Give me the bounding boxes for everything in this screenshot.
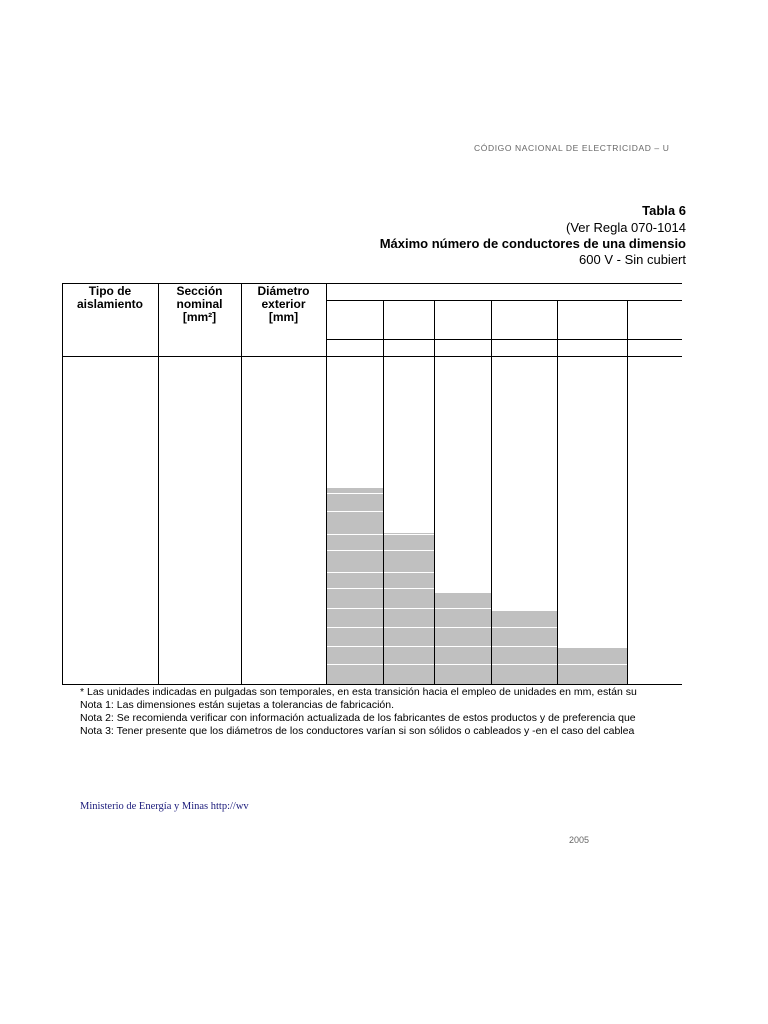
table-subheading: 600 V - Sin cubiert [579,252,686,267]
shaded-unavailable-cell [492,611,557,684]
shaded-row-divider [327,608,383,609]
shaded-row-divider [435,627,491,628]
table-border-top [62,283,682,284]
shaded-row-divider [384,572,434,573]
shaded-row-divider [492,646,557,647]
shaded-row-divider [384,627,434,628]
tube-column-divider [383,300,384,685]
shaded-row-divider [435,608,491,609]
shaded-row-divider [327,550,383,551]
tube-column-divider [434,300,435,685]
page-header-title: CÓDIGO NACIONAL DE ELECTRICIDAD – U [474,143,670,153]
note-3: Nota 3: Tener presente que los diámetros de los conductores varían si son sólidos o cableados y -en el caso del cablea [80,725,635,737]
table-border-bottom [62,684,682,685]
shaded-row-divider [384,534,434,535]
note-2: Nota 2: Se recomienda verificar con información actualizada de los fabricantes de estos productos y de preferencia que [80,712,636,724]
note-1: Nota 1: Las dimensiones están sujetas a tolerancias de fabricación. [80,699,395,711]
column-header-seccion: Sección nominal [mm²] [176,284,223,324]
shaded-row-divider [327,572,383,573]
shaded-unavailable-cell [435,593,491,684]
shaded-row-divider [435,664,491,665]
table-title: Tabla 6 [642,203,686,218]
shaded-row-divider [327,627,383,628]
note-asterisk: * Las unidades indicadas en pulgadas son temporales, en esta transición hacia el empleo de unidades en mm, están su [80,686,637,698]
column-header-diametro: Diámetro exterior [mm] [257,284,310,324]
table-column-divider [158,283,159,685]
table-border-left [62,283,63,685]
table-rule-reference: (Ver Regla 070-1014 [566,220,686,235]
inch-row-divider [326,339,682,340]
shaded-row-divider [558,664,627,665]
shaded-row-divider [384,664,434,665]
column-header-tipo: Tipo de aislamiento [76,284,144,311]
header-body-divider [62,356,682,357]
shaded-row-divider [327,493,383,494]
dimension-header-divider [326,300,682,301]
table-column-divider [326,283,327,685]
tube-column-divider [491,300,492,685]
shaded-row-divider [492,664,557,665]
table-column-divider [241,283,242,685]
shaded-row-divider [327,646,383,647]
shaded-row-divider [384,646,434,647]
shaded-row-divider [327,588,383,589]
shaded-row-divider [384,608,434,609]
shaded-row-divider [327,664,383,665]
shaded-unavailable-cell [558,648,627,684]
shaded-row-divider [327,511,383,512]
shaded-row-divider [435,646,491,647]
shaded-row-divider [492,627,557,628]
table-heading: Máximo número de conductores de una dimensio [379,236,686,251]
tube-column-divider [627,300,628,685]
shaded-row-divider [384,550,434,551]
shaded-row-divider [327,534,383,535]
footer-link[interactable]: Ministerio de Energía y Minas http://wv [80,801,249,812]
tube-column-divider [557,300,558,685]
footer-year: 2005 [569,835,590,845]
shaded-unavailable-cell [327,488,383,684]
shaded-row-divider [384,588,434,589]
